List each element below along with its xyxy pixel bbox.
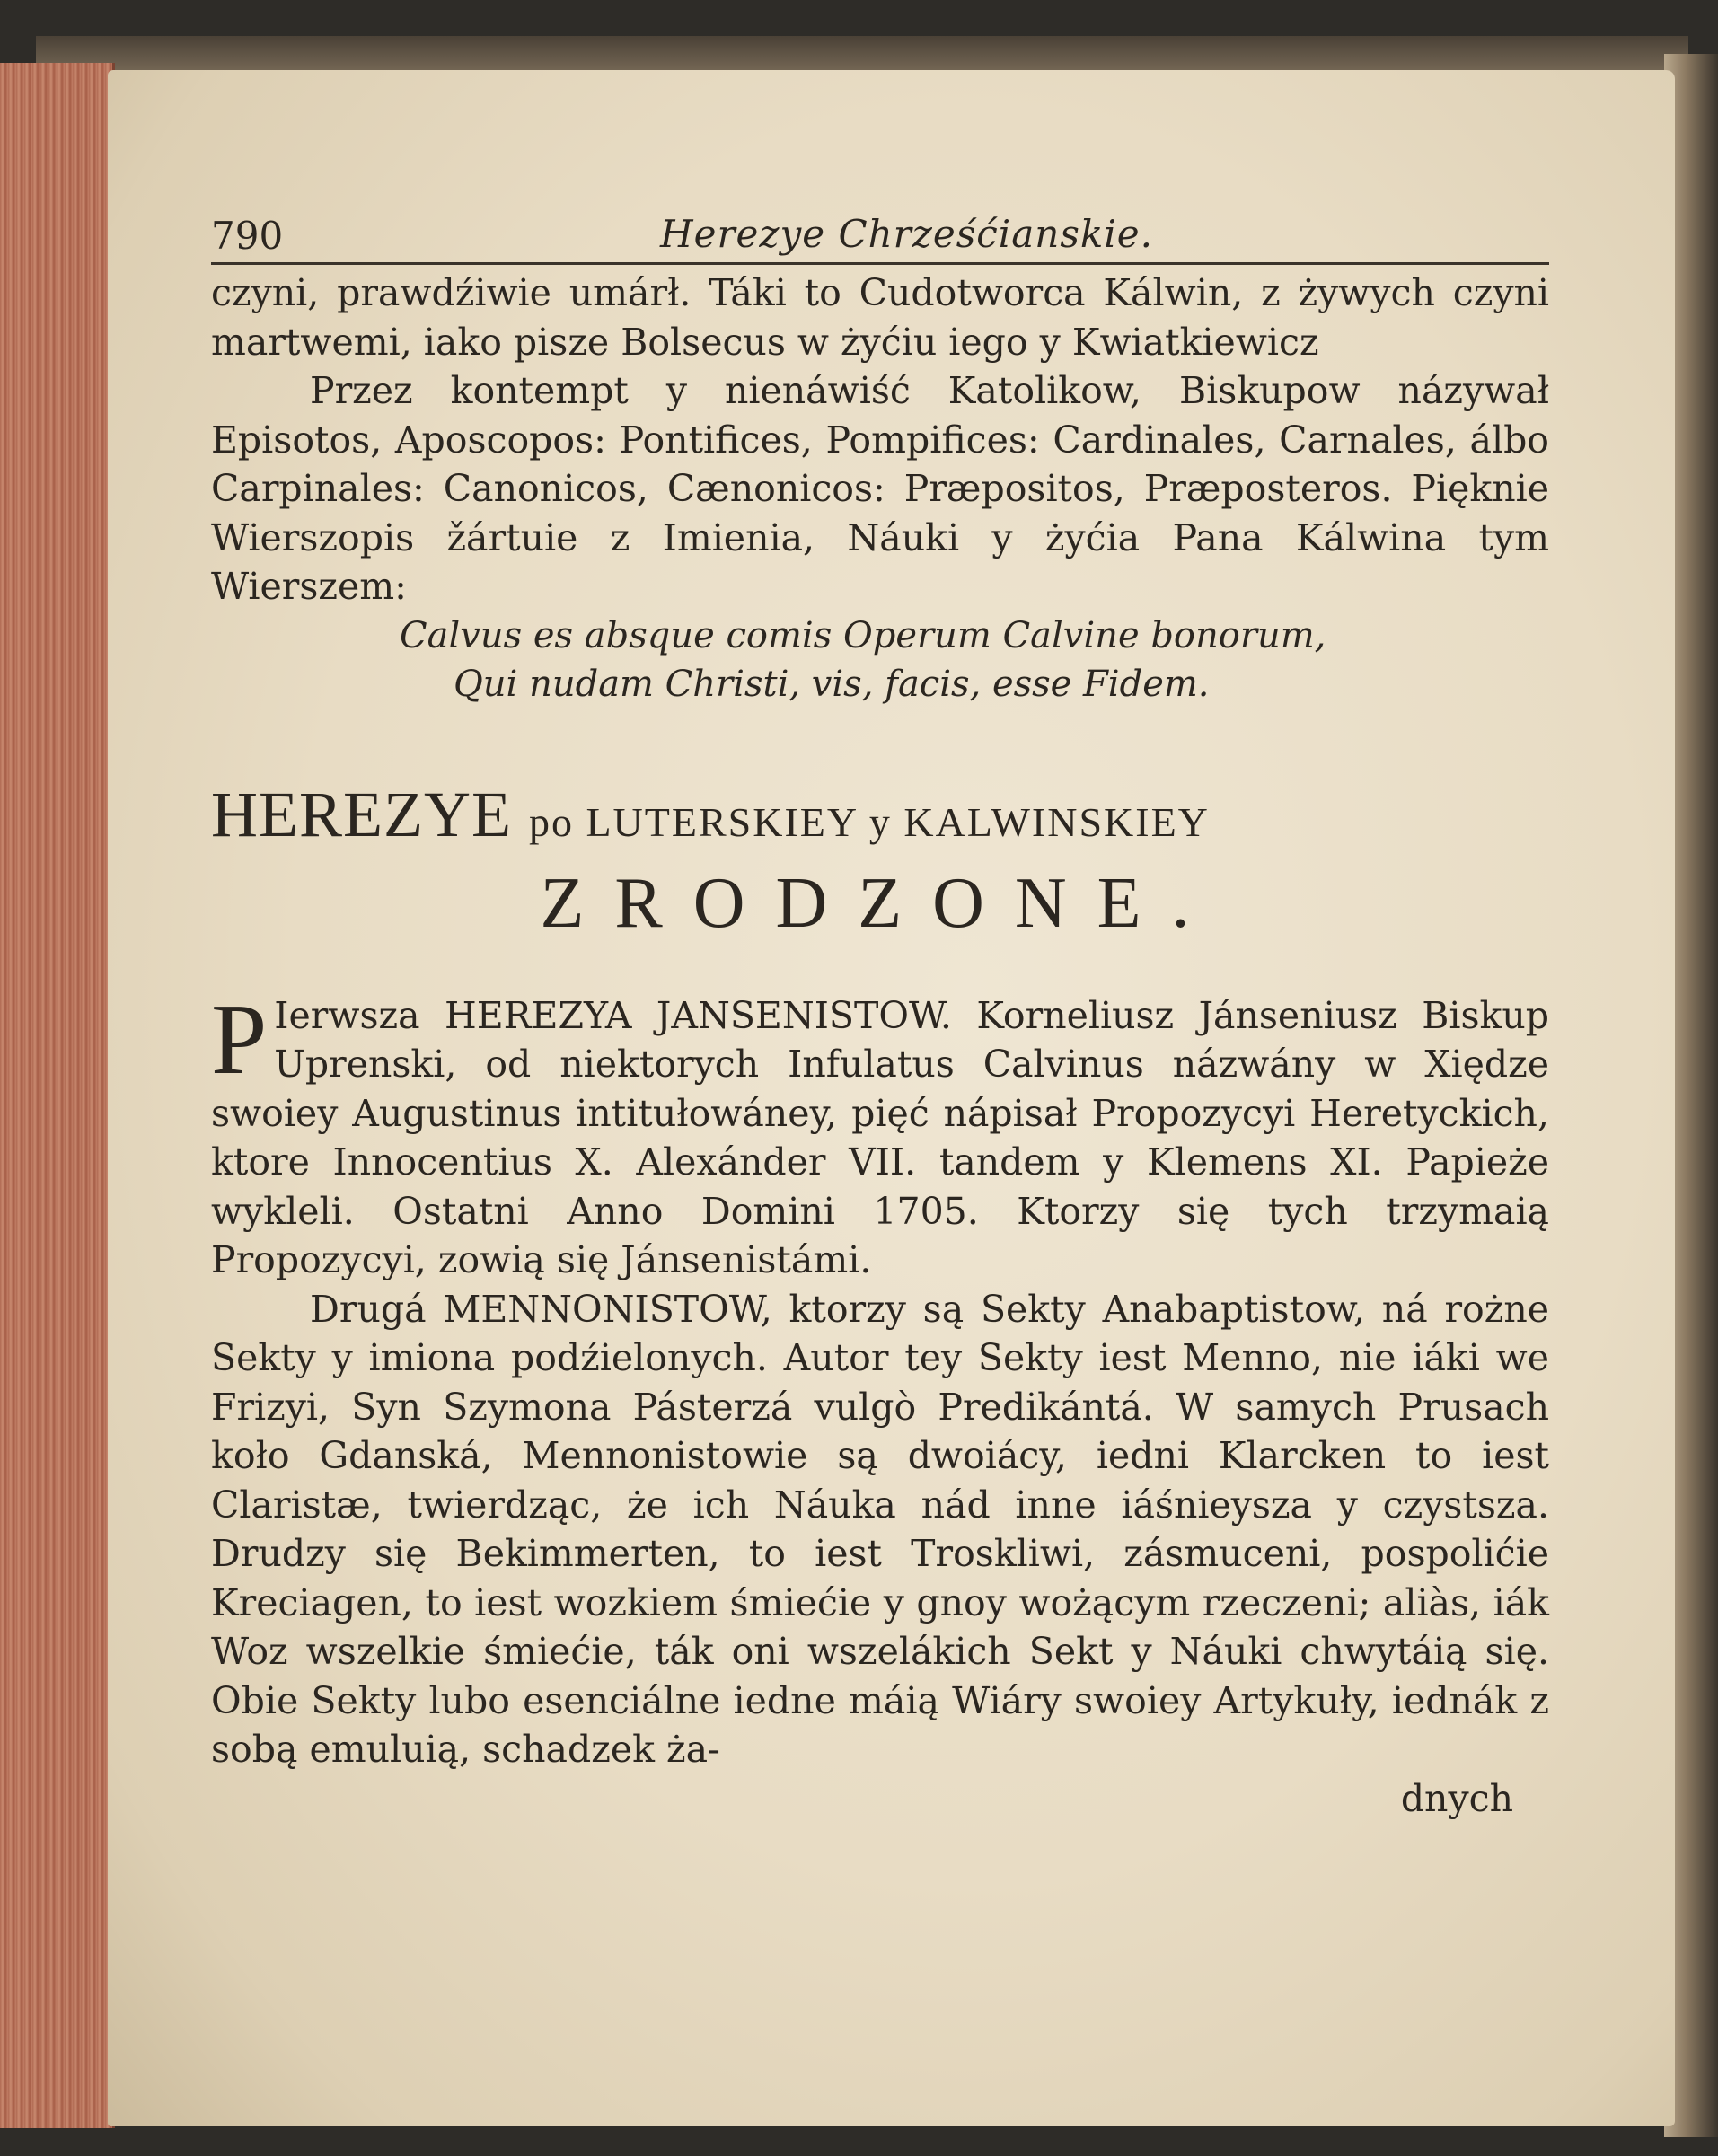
section-jansenists-text: Ierwsza HEREZYA JANSENISTOW. Korneliusz Jánseniusz Biskup Uprenski, od niektorych Infulatus Calvinus názwány w Xiędze swoiey Augustinus intitułowáney, pięć nápisał Propozycyi Heretyckich, ktore Innocentius X. Alexánder VII. tandem y Klemens XI. Papieże wykleli. Ostatni Anno Domini 1705. Ktorzy się tych trzymaią Propozycyi, zowią się Jánsenistámi. (211, 993, 1549, 1281)
page-content (211, 207, 1549, 1823)
running-head (211, 207, 1549, 265)
section-jansenists (211, 983, 1549, 1285)
verse-line-2: Qui nudam Christi, vis, facis, esse Fidem. (454, 663, 1210, 705)
heading-main-word: HEREZYE (211, 778, 512, 850)
heading-subtitle: po LUTERSKIEY y KALWINSKIEY (528, 798, 1210, 845)
paragraph-kontempt: Przez kontempt y nienáwiść Katolikow, Biskupow názywał Episotos, Aposcopos: Pontifices, Pompifices: Cardinales, Carnales, álbo Carpinales: Canonicos, Cænonicos: Præpositos, Præposteros. Pięknie Wierszopis žártuie z Imienia, Náuki y żyćia Pana Kálwina tym Wierszem: (211, 369, 1549, 608)
running-title: Herezye Chrześćianskie. (660, 212, 1153, 256)
section-mennonites: Drugá MENNONISTOW, ktorzy są Sekty Anabaptistow, ná rożne Sekty y imiona podźielonych. Autor tey Sekty iest Menno, nie iáki we Frizyi, Syn Szymona Pásterzá vulgò Predikántá. W samych Prusach koło Gdanská, Mennonistowie są dwoiácy, iedni Klarcken to iest Claristæ, twierdząc, że ich Náuka nád inne iáśnieysza y czystsza. Drudzy się Bekimmerten, to iest Troskliwi, zásmuceni, pospolićie Kreciagen, to iest wozkiem śmiećie y gnoy wożącym rzeczeni; aliàs, iák Woz wszelkie śmiećie, ták oni wszelákich Sekt y Náuki chwytáią się. Obie Sekty lubo esenciálne iedne máią Wiáry swoiey Artykuły, iednák z sobą emuluią, schadzek ża- (211, 1287, 1549, 1771)
section-heading (211, 779, 1549, 945)
opening-paragraph: czyni, prawdźiwie umárł. Táki to Cudotworca Kálwin, z żywych czyni martwemi, iako pisze Bolsecus w żyćiu iego y Kwiatkiewicz (211, 271, 1549, 364)
page-stack-edge (0, 63, 115, 2128)
catchword: dnych (1400, 1776, 1513, 1820)
page-number: 790 (211, 214, 284, 258)
drop-cap: P (211, 983, 268, 1096)
heading-line-1 (211, 779, 1549, 858)
verse-line-1: Calvus es absque comis Operum Calvine bonorum, (400, 614, 1326, 656)
heading-line-2: ZRODZONE. (540, 863, 1220, 943)
